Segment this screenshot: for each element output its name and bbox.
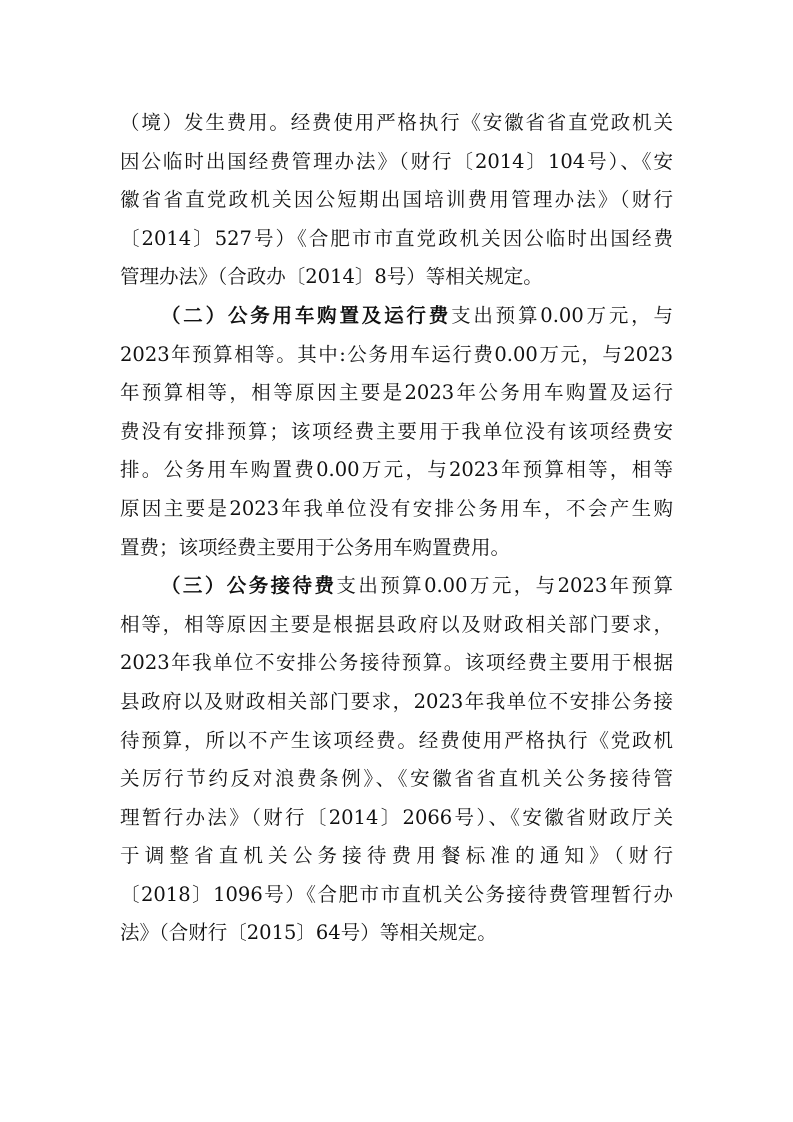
text-line: 〔2018〕1096号）《合肥市市直机关公务接待费管理暂行办 (120, 882, 673, 906)
text-line: 2023年预算相等。其中:公务用车运行费0.00万元，与2023 (120, 342, 673, 366)
section-three-title: （三）公务接待费 (161, 574, 337, 598)
text-line: 因公临时出国经费管理办法》（财行〔2014〕104号）、《安 (120, 149, 673, 173)
text-line: 2023年我单位不安排公务接待预算。该项经费主要用于根据 (120, 651, 673, 675)
section-three-heading-line (120, 567, 673, 606)
text-line: 置费；该项经费主要用于公务用车购置费用。 (120, 535, 511, 559)
text-line: 费没有安排预算；该项经费主要用于我单位没有该项经费安 (120, 419, 673, 443)
text-line: 管理办法》（合政办〔2014〕8号）等相关规定。 (120, 265, 543, 289)
section-two-lead: 支出预算0.00万元，与 (451, 303, 673, 327)
text-line: 原因主要是2023年我单位没有安排公务用车，不会产生购 (120, 496, 673, 520)
text-line: 年预算相等，相等原因主要是2023年公务用车购置及运行 (120, 381, 673, 405)
section-two-prefix: （二） (161, 303, 228, 327)
text-line: 法》（合财行〔2015〕64号）等相关规定。 (120, 921, 497, 945)
text-line: 县政府以及财政相关部门要求，2023年我单位不安排公务接 (120, 689, 673, 713)
text-line: 待预算，所以不产生该项经费。经费使用严格执行《党政机 (120, 728, 673, 752)
text-line: 理暂行办法》（财行〔2014〕2066号）、《安徽省财政厅关 (120, 805, 673, 829)
section-two-heading-line (120, 297, 673, 336)
text-line: 相等，相等原因主要是根据县政府以及财政相关部门要求， (120, 612, 673, 636)
text-line: 徽省省直党政机关因公短期出国培训费用管理办法》（财行 (120, 188, 673, 212)
section-three-lead: 支出预算0.00万元，与2023年预算 (336, 574, 673, 598)
text-line: 关厉行节约反对浪费条例》、《安徽省省直机关公务接待管 (120, 767, 673, 791)
text-line: （境）发生费用。经费使用严格执行《安徽省省直党政机关 (120, 111, 673, 134)
section-two-title: 公务用车购置及运行费 (227, 303, 452, 327)
text-line: 排。公务用车购置费0.00万元，与2023年预算相等，相等 (120, 458, 673, 482)
text-line: 〔2014〕527号）《合肥市市直党政机关因公临时出国经费 (120, 226, 673, 250)
text-line: 于调整省直机关公务接待费用餐标准的通知》（财行 (120, 844, 673, 868)
